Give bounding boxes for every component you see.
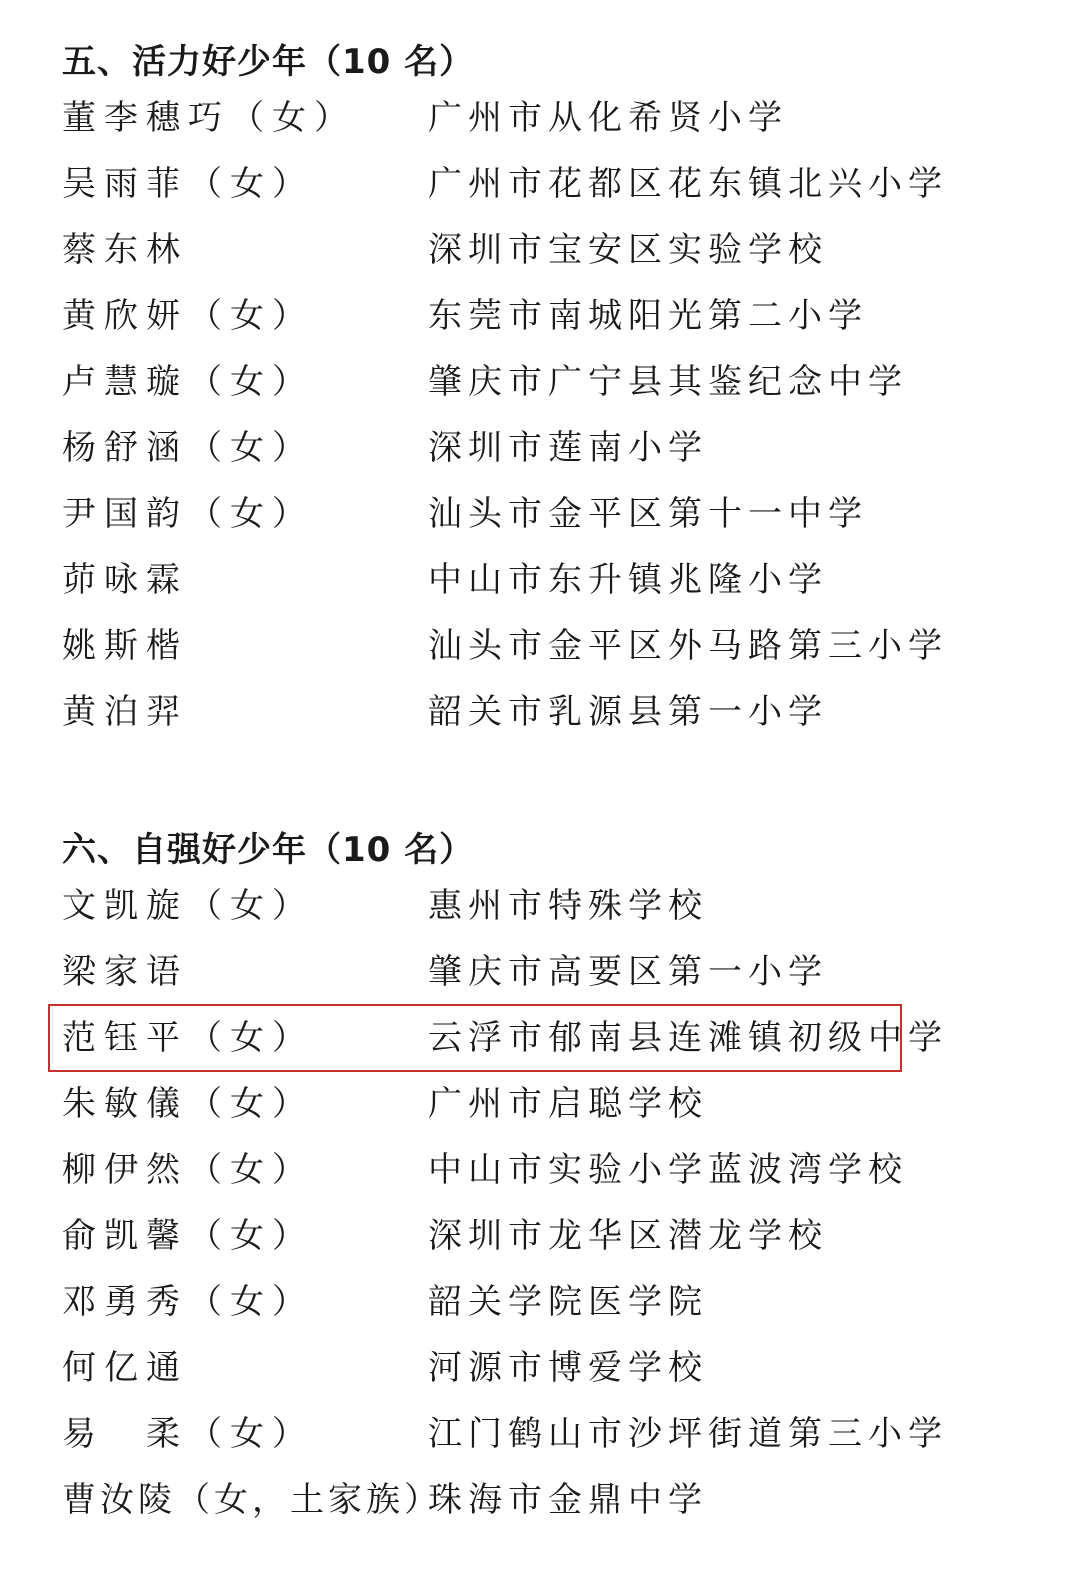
awardee-name: 杨舒涵（女）	[62, 428, 314, 468]
awardee-school: 深圳市宝安区实验学校	[428, 230, 828, 270]
list-item	[62, 1412, 962, 1456]
awardee-name: 黄欣妍（女）	[62, 296, 314, 336]
list-item	[62, 624, 962, 668]
awardee-name: 易 柔（女）	[62, 1414, 314, 1454]
list-item	[62, 1214, 962, 1258]
awardee-school: 广州市从化希贤小学	[428, 98, 788, 138]
list-item	[62, 162, 962, 206]
awardee-school: 肇庆市广宁县其鉴纪念中学	[428, 362, 908, 402]
list-item	[62, 96, 962, 140]
list-item	[62, 492, 962, 536]
list-item	[62, 884, 962, 928]
awardee-name: 邓勇秀（女）	[62, 1282, 314, 1322]
awardee-name: 文凯旋（女）	[62, 886, 314, 926]
list-item	[62, 294, 962, 338]
awardee-school: 云浮市郁南县连滩镇初级中学	[428, 1018, 948, 1058]
awardee-school: 韶关市乳源县第一小学	[428, 692, 828, 732]
awardee-name: 俞凯馨（女）	[62, 1216, 314, 1256]
list-item	[62, 360, 962, 404]
awardee-name: 吴雨菲（女）	[62, 164, 314, 204]
list-item	[62, 1148, 962, 1192]
awardee-school: 广州市启聪学校	[428, 1084, 708, 1124]
awardee-name: 朱敏儀（女）	[62, 1084, 314, 1124]
awardee-name: 柳伊然（女）	[62, 1150, 314, 1190]
awardee-name: 尹国韵（女）	[62, 494, 314, 534]
list-item	[62, 950, 962, 994]
awardee-school: 惠州市特殊学校	[428, 886, 708, 926]
list-item	[62, 1082, 962, 1126]
list-item	[62, 426, 962, 470]
awardee-name: 范钰平（女）	[62, 1018, 314, 1058]
awardee-name: 茆咏霖	[62, 560, 188, 600]
awardee-school: 河源市博爱学校	[428, 1348, 708, 1388]
list-item	[62, 558, 962, 602]
awardee-school: 广州市花都区花东镇北兴小学	[428, 164, 948, 204]
awardee-school: 韶关学院医学院	[428, 1282, 708, 1322]
section-5-title: 五、活力好少年（10 名）	[62, 42, 475, 82]
awardee-school: 深圳市莲南小学	[428, 428, 708, 468]
awardee-name: 蔡东林	[62, 230, 188, 270]
awardee-school: 珠海市金鼎中学	[428, 1480, 708, 1520]
awardee-school: 肇庆市高要区第一小学	[428, 952, 828, 992]
awardee-school: 中山市东升镇兆隆小学	[428, 560, 828, 600]
section-6-title: 六、自强好少年（10 名）	[62, 830, 475, 870]
list-item	[62, 1280, 962, 1324]
awardee-school: 汕头市金平区外马路第三小学	[428, 626, 948, 666]
awardee-name: 姚斯楷	[62, 626, 188, 666]
awardee-name: 曹汝陵（女，土家族）	[62, 1480, 442, 1520]
list-item	[62, 228, 962, 272]
list-item	[62, 690, 962, 734]
awardee-school: 汕头市金平区第十一中学	[428, 494, 868, 534]
awardee-name: 梁家语	[62, 952, 188, 992]
awardee-school: 深圳市龙华区潜龙学校	[428, 1216, 828, 1256]
awardee-name: 何亿通	[62, 1348, 188, 1388]
highlighted-list-item	[62, 1016, 962, 1060]
list-item	[62, 1346, 962, 1390]
awardee-school: 江门鹤山市沙坪街道第三小学	[428, 1414, 948, 1454]
list-item	[62, 1478, 962, 1522]
awardee-name: 卢慧璇（女）	[62, 362, 314, 402]
awardee-school: 中山市实验小学蓝波湾学校	[428, 1150, 908, 1190]
awardee-name: 黄泊羿	[62, 692, 188, 732]
awardee-school: 东莞市南城阳光第二小学	[428, 296, 868, 336]
awardee-name: 董李穗巧（女）	[62, 98, 356, 138]
